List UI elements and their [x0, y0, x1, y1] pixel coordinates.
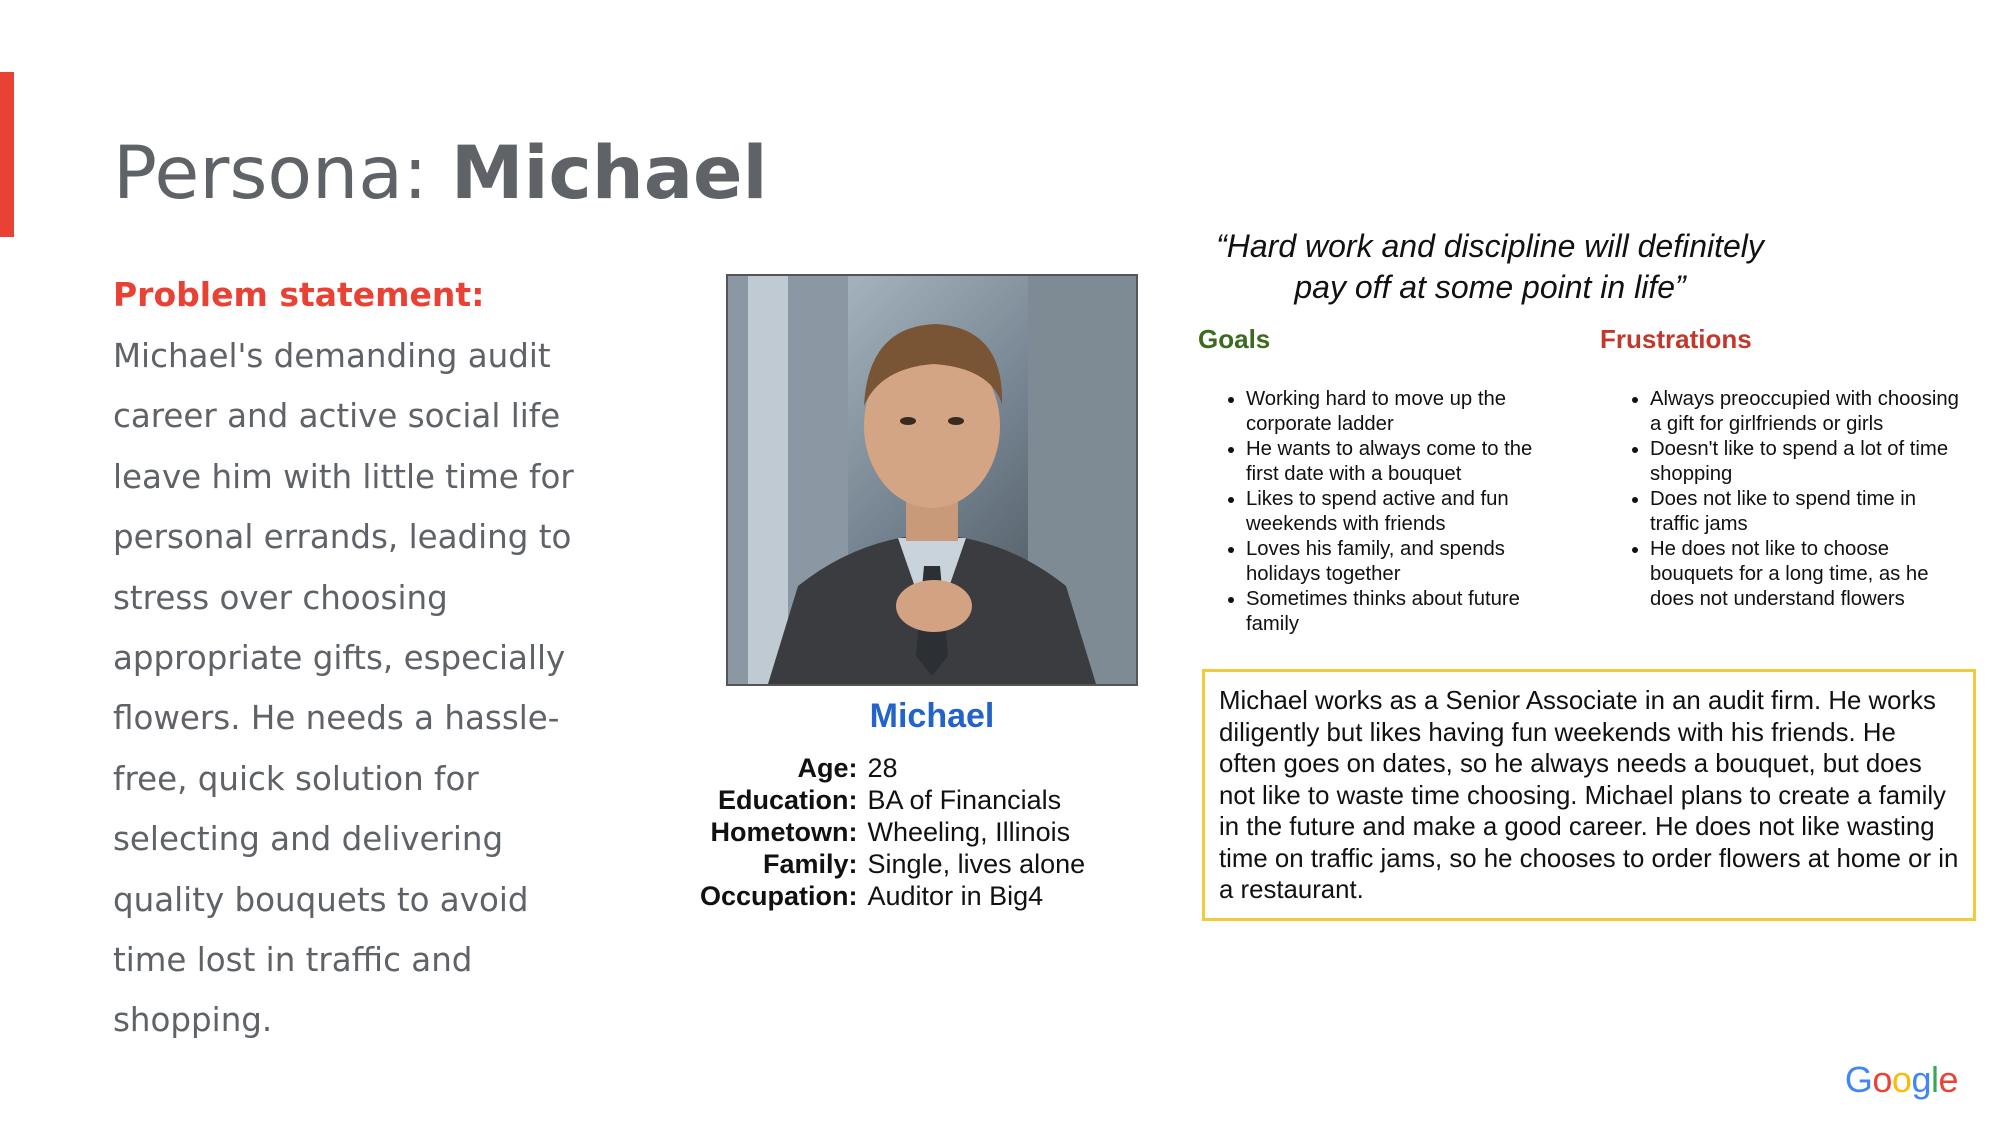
detail-row-education: [700, 784, 1085, 816]
detail-label: Family:: [762, 849, 858, 879]
persona-name: Michael: [869, 697, 995, 735]
logo-letter: o: [1872, 1059, 1892, 1100]
logo-letter: e: [1938, 1059, 1958, 1100]
frustration-item: • Does not like to spend time in traffic jams: [1650, 487, 1970, 537]
goal-item: • Loves his family, and spends holidays together: [1246, 537, 1566, 587]
google-logo: [1845, 1059, 1958, 1101]
goal-item: • Sometimes thinks about future family: [1246, 587, 1566, 637]
persona-details: [700, 752, 1085, 912]
accent-bar: [0, 72, 14, 237]
detail-row-family: [700, 848, 1085, 880]
detail-label: Education:: [718, 785, 858, 815]
goal-item: • Working hard to move up the corporate ladder: [1246, 387, 1566, 437]
detail-value: 28: [867, 753, 898, 783]
goal-item: • He wants to always come to the first date with a bouquet: [1246, 437, 1566, 487]
logo-letter: o: [1891, 1059, 1912, 1100]
problem-statement-text: Michael's demanding audit career and active social life leave him with little time for personal errands, leading to stress over choosing appropriate gifts, especially flowers. He needs a hassle-free, quick solution for selecting and delivering quality bouquets to avoid time lost in traffic and shopping.: [113, 337, 574, 1040]
persona-bio: Michael works as a Senior Associate in an audit firm. He works diligently but likes having fun weekends with his friends. He often goes on dates, so he always needs a bouquet, but does not like to waste time choosing. Michael plans to create a family in the future and make a good career. He does not like wasting time on traffic jams, so he chooses to order flowers at home or in a restaurant.: [1202, 669, 1976, 921]
detail-value: Auditor in Big4: [867, 881, 1044, 911]
goals-list: [1220, 387, 1566, 637]
person-portrait-icon: [728, 276, 1136, 684]
detail-value: Single, lives alone: [867, 849, 1086, 879]
detail-value: BA of Financials: [867, 785, 1062, 815]
frustrations-heading: Frustrations: [1600, 324, 1752, 354]
goal-item: • Likes to spend active and fun weekends with friends: [1246, 487, 1566, 537]
detail-label: Hometown:: [710, 817, 858, 847]
slide-title: [113, 128, 768, 220]
frustration-item: • Doesn't like to spend a lot of time shopping: [1650, 437, 1970, 487]
logo-letter: G: [1844, 1059, 1873, 1100]
problem-statement-heading: Problem statement:: [113, 275, 485, 314]
persona-photo: [726, 274, 1138, 686]
goals-heading: Goals: [1198, 324, 1271, 354]
title-name: Michael: [450, 131, 768, 216]
frustration-item: • He does not like to choose bouquets for a long time, as he does not understand flowers: [1650, 537, 1970, 612]
detail-label: Age:: [797, 753, 858, 783]
logo-letter: l: [1930, 1059, 1939, 1100]
detail-row-occupation: [700, 880, 1085, 912]
persona-quote: “Hard work and discipline will definitely pay off at some point in life”: [1216, 228, 1764, 305]
logo-letter: g: [1911, 1059, 1931, 1100]
frustrations-list: [1624, 387, 1970, 612]
detail-label: Occupation:: [700, 881, 858, 911]
frustration-item: • Always preoccupied with choosing a gift for girlfriends or girls: [1650, 387, 1970, 437]
detail-value: Wheeling, Illinois: [867, 817, 1071, 847]
detail-row-age: [700, 752, 1085, 784]
title-prefix: Persona:: [113, 131, 451, 216]
detail-row-hometown: [700, 816, 1085, 848]
